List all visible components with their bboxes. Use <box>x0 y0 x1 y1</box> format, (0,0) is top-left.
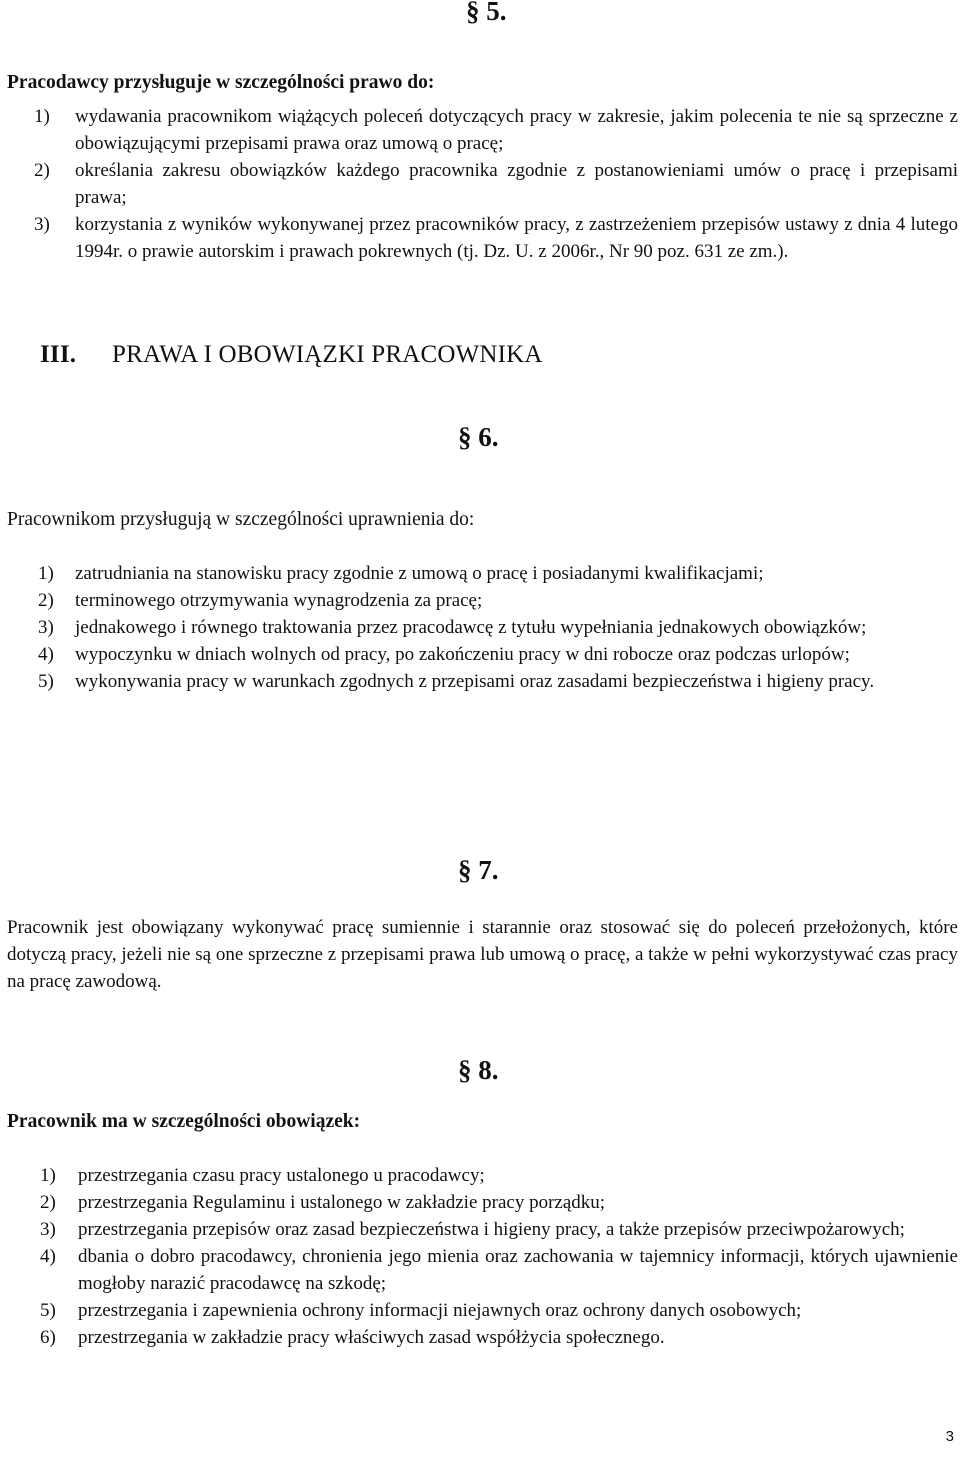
item-number: 2) <box>40 1192 56 1213</box>
item-text: przestrzegania czasu pracy ustalonego u pracodawcy; <box>78 1165 485 1186</box>
item-text: zatrudniania na stanowisku pracy zgodnie z umową o pracę i posiadanymi kwalifikacjami; <box>75 563 764 584</box>
list-item <box>38 641 958 668</box>
section-7-text: Pracownik jest obowiązany wykonywać pracę sumiennie i starannie oraz stosować się do poleceń przełożonych, które dotyczą pracy, jeżeli nie są one sprzeczne z przepisami prawa lub umową o pracę, a także w pełni wykorzystywać czas pracy na pracę zawodową. <box>7 917 958 992</box>
page-number: 3 <box>945 1428 954 1445</box>
item-text: przestrzegania przepisów oraz zasad bezpieczeństwa i higieny pracy, a także przepisów przeciwpożarowych; <box>78 1219 905 1240</box>
list-item <box>40 1324 958 1351</box>
item-text: przestrzegania w zakładzie pracy właściwych zasad współżycia społecznego. <box>78 1327 665 1348</box>
item-number: 1) <box>40 1165 56 1186</box>
item-number: 6) <box>40 1327 56 1348</box>
chapter-title: PRAWA I OBOWIĄZKI PRACOWNIKA <box>112 341 543 368</box>
section-6-heading: Pracownikom przysługują w szczególności uprawnienia do: <box>7 509 475 530</box>
item-number: 4) <box>40 1246 56 1267</box>
section-8-heading: Pracownik ma w szczególności obowiązek: <box>7 1111 361 1132</box>
section-5-sign: § 5. <box>466 0 507 26</box>
item-number: 2) <box>34 160 50 181</box>
section-7-sign: § 7. <box>458 855 499 885</box>
section-6-sign: § 6. <box>458 422 499 452</box>
item-number: 5) <box>38 671 54 692</box>
item-text: wypoczynku w dniach wolnych od pracy, po zakończeniu pracy w dni robocze oraz podczas urlopów; <box>75 644 850 665</box>
section-8-sign: § 8. <box>458 1055 499 1085</box>
item-text: wydawania pracownikom wiążących poleceń dotyczących pracy w zakresie, jakim polecenia te nie są sprzeczne z obowiązującymi przepisami prawa oraz umową o pracę; <box>75 106 958 154</box>
list-item <box>34 211 958 265</box>
section-8-list <box>40 1162 958 1351</box>
item-text: określania zakresu obowiązków każdego pracownika zgodnie z postanowieniami umów o pracę i przepisami prawa; <box>75 160 958 208</box>
list-item <box>40 1189 958 1216</box>
item-text: terminowego otrzymywania wynagrodzenia za pracę; <box>75 590 483 611</box>
chapter-number: III. <box>40 341 77 368</box>
list-item <box>40 1216 958 1243</box>
list-item <box>34 157 958 211</box>
item-text: wykonywania pracy w warunkach zgodnych z przepisami oraz zasadami bezpieczeństwa i higieny pracy. <box>75 671 875 692</box>
item-text: korzystania z wyników wykonywanej przez pracowników pracy, z zastrzeżeniem przepisów ustawy z dnia 4 lutego 1994r. o prawie autorskim i prawach pokrewnych (tj. Dz. U. z 2006r., Nr 90 poz. 631 ze zm.). <box>75 214 958 262</box>
item-number: 3) <box>38 617 54 638</box>
list-item <box>40 1243 958 1297</box>
item-number: 2) <box>38 590 54 611</box>
item-number: 4) <box>38 644 54 665</box>
item-text: przestrzegania Regulaminu i ustalonego w zakładzie pracy porządku; <box>78 1192 606 1213</box>
item-number: 1) <box>34 106 50 127</box>
item-text: jednakowego i równego traktowania przez pracodawcę z tytułu wypełniania jednakowych obowiązków; <box>75 617 867 638</box>
item-number: 3) <box>40 1219 56 1240</box>
section-5-heading: Pracodawcy przysługuje w szczególności prawo do: <box>7 72 435 93</box>
list-item <box>38 560 958 587</box>
item-number: 1) <box>38 563 54 584</box>
list-item <box>38 668 958 695</box>
section-5-list <box>34 103 958 265</box>
item-text: dbania o dobro pracodawcy, chronienia jego mienia oraz zachowania w tajemnicy informacji, których ujawnienie mogłoby narazić pracodawcę na szkodę; <box>78 1246 958 1294</box>
item-number: 3) <box>34 214 50 235</box>
section-6-list <box>38 560 958 695</box>
list-item <box>40 1162 958 1189</box>
list-item <box>38 587 958 614</box>
list-item <box>38 614 958 641</box>
item-number: 5) <box>40 1300 56 1321</box>
list-item <box>40 1297 958 1324</box>
list-item <box>34 103 958 157</box>
item-text: przestrzegania i zapewnienia ochrony informacji niejawnych oraz ochrony danych osobowych; <box>78 1300 802 1321</box>
